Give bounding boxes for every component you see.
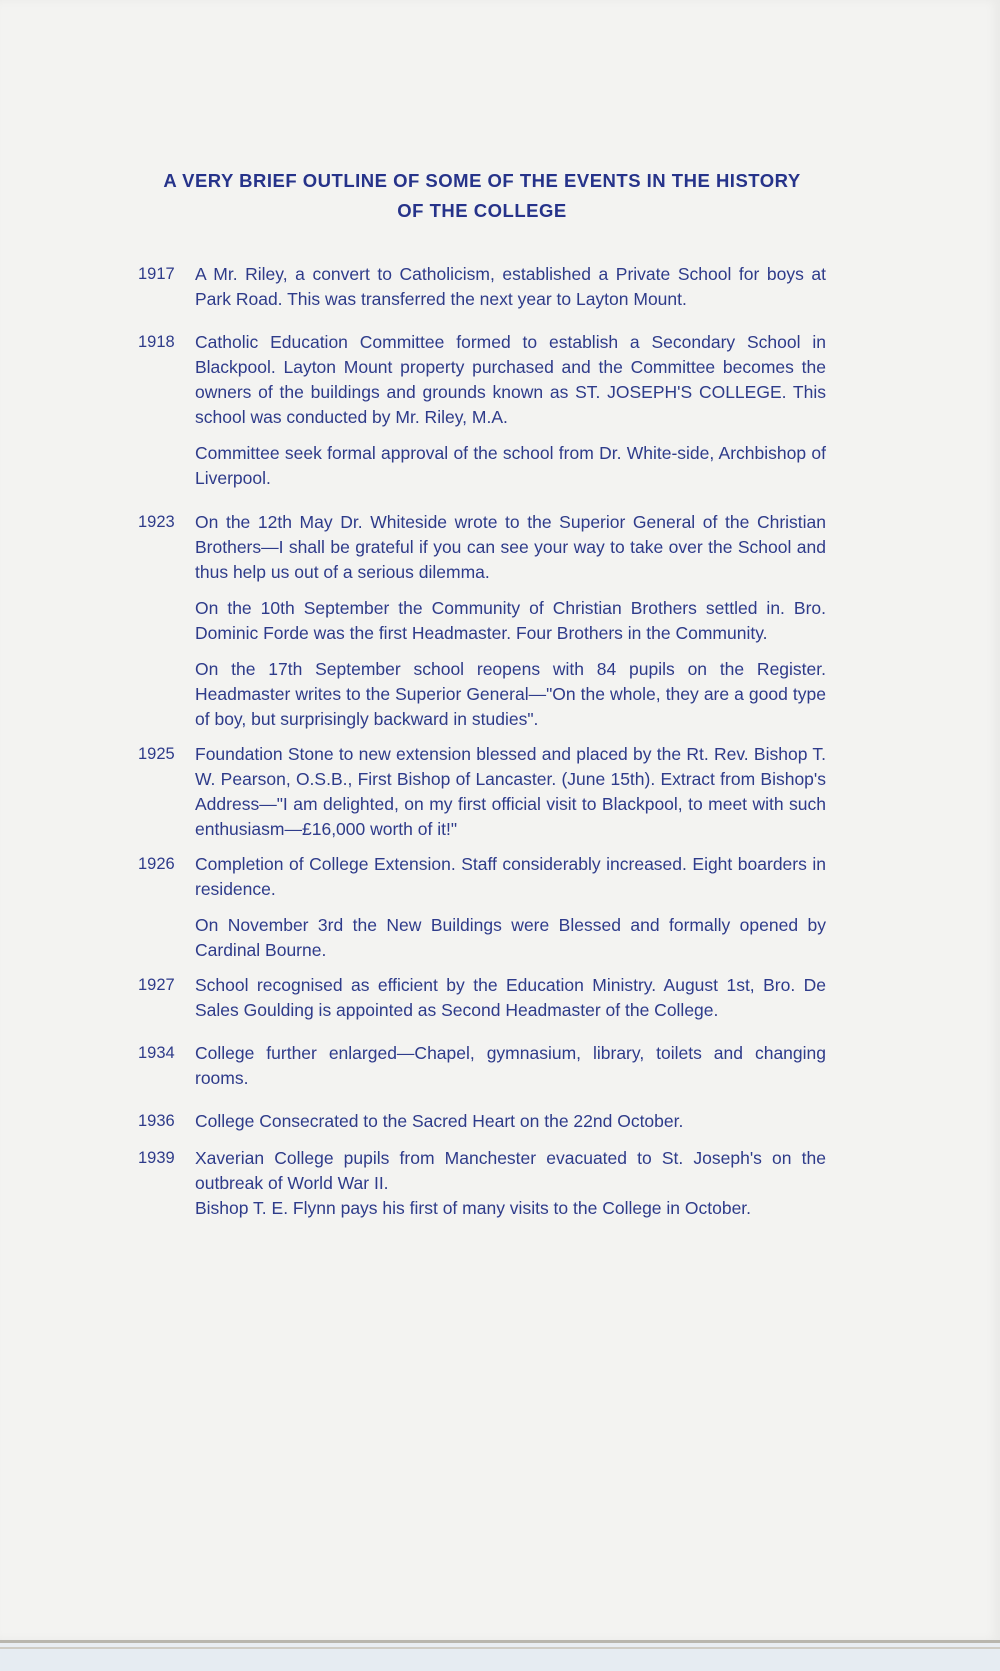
document-heading bbox=[138, 166, 826, 226]
timeline-entry-1917 bbox=[138, 262, 826, 312]
timeline-entry-1923 bbox=[138, 510, 826, 732]
entry-paragraph: On November 3rd the New Buildings were Blessed and formally opened by Cardinal Bourne. bbox=[195, 915, 826, 960]
timeline-entry-1936 bbox=[138, 1109, 826, 1134]
heading-line-2: OF THE COLLEGE bbox=[397, 200, 567, 221]
entry-paragraph: Catholic Education Committee formed to establish a Secondary School in Blackpool. Layton Mount property purchased and the Committee becomes the owners of the buildings and grounds known as ST. JOSEPH'S COLLEGE. This school was conducted by Mr. Riley, M.A. bbox=[195, 332, 826, 427]
timeline-entry-1939 bbox=[138, 1146, 826, 1221]
page-edge bbox=[0, 1640, 1000, 1643]
entry-year: 1917 bbox=[138, 265, 175, 283]
entry-paragraph: College Consecrated to the Sacred Heart on the 22nd October. bbox=[195, 1111, 684, 1131]
entry-year: 1925 bbox=[138, 745, 175, 763]
timeline-entry-1927 bbox=[138, 973, 826, 1023]
entry-paragraph: On the 17th September school reopens with 84 pupils on the Register. Headmaster writes to the Superior General—"On the whole, they are a good type of boy, but surprisingly backward in studies". bbox=[195, 659, 826, 729]
timeline-entry-1918 bbox=[138, 330, 826, 491]
entry-paragraph: On the 12th May Dr. Whiteside wrote to the Superior General of the Christian Brothers—I shall be grateful if you can see your way to take over the School and thus help us out of a serious dilemma. bbox=[195, 512, 826, 582]
entry-year: 1926 bbox=[138, 855, 175, 873]
entry-paragraph: College further enlarged—Chapel, gymnasium, library, toilets and changing rooms. bbox=[195, 1043, 826, 1088]
scan-background bbox=[0, 1649, 1000, 1671]
entry-paragraph: Foundation Stone to new extension blessed and placed by the Rt. Rev. Bishop T. W. Pearson, O.S.B., First Bishop of Lancaster. (June 15th). Extract from Bishop's Address—"I am delighted, on my first official visit to Blackpool, to meet with such enthusiasm—£16,000 worth of it!" bbox=[195, 744, 826, 839]
entry-year: 1939 bbox=[138, 1149, 175, 1167]
entry-paragraph: School recognised as efficient by the Education Ministry. August 1st, Bro. De Sales Goulding is appointed as Second Headmaster of the College. bbox=[195, 975, 826, 1020]
heading-line-1: A VERY BRIEF OUTLINE OF SOME OF THE EVENTS IN THE HISTORY bbox=[163, 170, 801, 191]
timeline-entry-1926 bbox=[138, 852, 826, 963]
entry-year: 1923 bbox=[138, 513, 175, 531]
document-content bbox=[138, 166, 826, 1221]
entry-year: 1918 bbox=[138, 333, 175, 351]
entry-paragraph: A Mr. Riley, a convert to Catholicism, established a Private School for boys at Park Road. This was transferred the next year to Layton Mount. bbox=[195, 264, 826, 309]
entry-paragraph: Bishop T. E. Flynn pays his first of many visits to the College in October. bbox=[195, 1198, 752, 1218]
entry-year: 1936 bbox=[138, 1112, 175, 1130]
timeline-entry-1934 bbox=[138, 1041, 826, 1091]
entry-paragraph: On the 10th September the Community of Christian Brothers settled in. Bro. Dominic Forde was the first Headmaster. Four Brothers in the Community. bbox=[195, 598, 826, 643]
entry-paragraph: Xaverian College pupils from Manchester evacuated to St. Joseph's on the outbreak of World War II. bbox=[195, 1148, 826, 1193]
entry-paragraph: Committee seek formal approval of the school from Dr. White-side, Archbishop of Liverpool. bbox=[195, 443, 826, 488]
entry-year: 1934 bbox=[138, 1044, 175, 1062]
timeline-entry-1925 bbox=[138, 742, 826, 842]
entry-paragraph: Completion of College Extension. Staff considerably increased. Eight boarders in residence. bbox=[195, 854, 826, 899]
entry-year: 1927 bbox=[138, 976, 175, 994]
